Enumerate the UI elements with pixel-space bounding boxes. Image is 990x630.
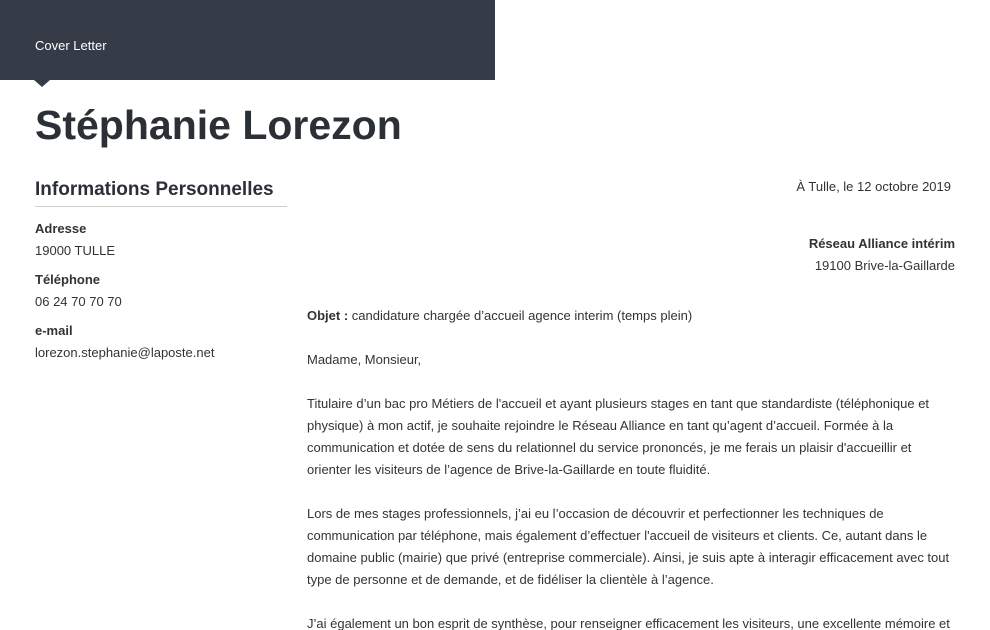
personal-info-sidebar [35,178,287,360]
letter-paragraph: Lors de mes stages professionnels, j’ai eu l’occasion de découvrir et perfectionner les techniques de communication par téléphone, mais également d’effectuer l'accueil de visiteurs et clients. Ce, autant dans le domaine public (mairie) que privé (entreprise commerciale). Ainsi, je suis apte à interagir efficacement avec tout type de personne et de demande, et de fidéliser la clientèle à l’agence. [307,506,950,587]
recipient-block [809,233,955,277]
recipient-address: 19100 Brive-la-Gaillarde [814,258,955,273]
address-label: Adresse [35,221,87,236]
email-value: lorezon.stephanie@laposte.net [35,345,215,360]
recipient-name: Réseau Alliance intérim [808,236,955,251]
email-label: e-mail [35,323,73,338]
letter-paragraph: J’ai également un bon esprit de synthèse, pour renseigner efficacement les visiteurs, une excellente mémoire et [307,616,950,630]
letter-subject [307,305,957,327]
letter-body [307,305,957,630]
subject-text: candidature chargée d’accueil agence interim (temps plein) [351,308,693,323]
letter-paragraph: Titulaire d’un bac pro Métiers de l'accueil et ayant plusieurs stages en tant que standardiste (téléphonique et physique) à mon actif, je souhaite rejoindre le Réseau Alliance en tant qu’agent d’accueil. Formée à la communication et dotée de sens du relationnel du service prononcés, je me ferais un plaisir d'accueillir et orienter les visiteurs de l’agence de Brive-la-Gaillarde en toute fluidité. [307,396,930,477]
letter-place-date: À Tulle, le 12 octobre 2019 [796,179,951,194]
letter-salutation: Madame, Monsieur, [307,352,422,367]
phone-label: Téléphone [35,272,101,287]
address-value: 19000 TULLE [35,243,115,258]
header-pointer-icon [34,80,50,87]
header-band [0,0,495,80]
subject-label: Objet : [307,308,349,323]
candidate-name: Stéphanie Lorezon [35,102,402,148]
phone-value: 06 24 70 70 70 [35,294,122,309]
personal-info-heading: Informations Personnelles [35,178,287,207]
document-type-label: Cover Letter [35,38,107,53]
